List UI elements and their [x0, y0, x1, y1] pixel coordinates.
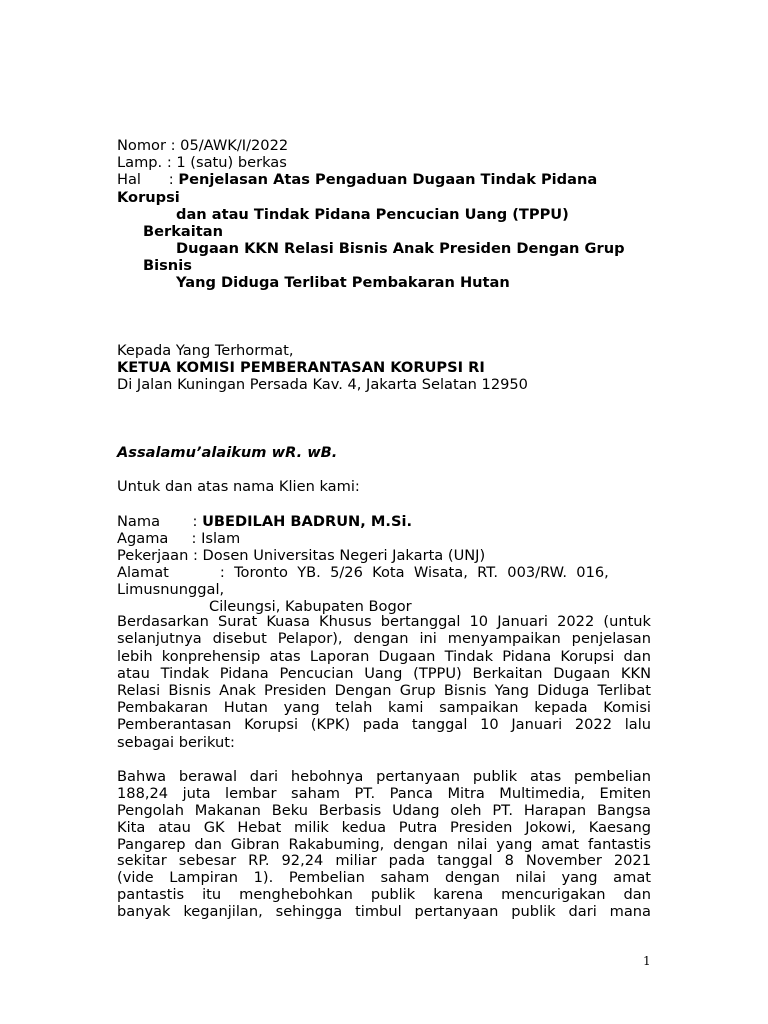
- hal-subject-line-6: Bisnis: [143, 257, 192, 274]
- lampiran-line: Lamp. : 1 (satu) berkas: [117, 154, 287, 171]
- hal-subject-line-3: dan atau Tindak Pidana Pencucian Uang (TPPU): [176, 206, 569, 223]
- recipient-name: KETUA KOMISI PEMBERANTASAN KORUPSI RI: [117, 359, 485, 376]
- nomor-line: Nomor : 05/AWK/I/2022: [117, 137, 289, 154]
- paragraph-2-line-2: 188,24 juta lembar saham PT. Panca Mitra Multimedia, Emiten: [117, 785, 651, 802]
- recipient-salutation: Kepada Yang Terhormat,: [117, 342, 294, 359]
- paragraph-2-line-1: Bahwa berawal dari hebohnya pertanyaan publik atas pembelian: [117, 768, 651, 785]
- client-alamat-line-3: Cileungsi, Kabupaten Bogor: [209, 598, 412, 615]
- greeting: Assalamu’alaikum wR. wB.: [117, 444, 338, 461]
- hal-subject-line-1: Penjelasan Atas Pengaduan Dugaan Tindak Pidana: [178, 171, 598, 188]
- hal-subject-line-5: Dugaan KKN Relasi Bisnis Anak Presiden Dengan Grup: [176, 240, 625, 257]
- hal-label: Hal :: [117, 171, 179, 188]
- client-pekerjaan: Pekerjaan : Dosen Universitas Negeri Jakarta (UNJ): [117, 547, 486, 564]
- paragraph-1-line-1: Berdasarkan Surat Kuasa Khusus bertanggal 10 Januari 2022 (untuk: [117, 613, 651, 630]
- paragraph-2-line-3: Pengolah Makanan Beku Berbasis Udang oleh PT. Harapan Bangsa: [117, 802, 651, 819]
- hal-subject-line-7: Yang Diduga Terlibat Pembakaran Hutan: [176, 274, 510, 291]
- paragraph-1-line-5: Relasi Bisnis Anak Presiden Dengan Grup Bisnis Yang Diduga Terlibat: [117, 682, 651, 699]
- hal-line: [117, 171, 597, 189]
- paragraph-2-line-8: pantastis itu menghebohkan publik karena mencurigakan dan: [117, 886, 651, 903]
- client-name-line: [117, 513, 412, 531]
- paragraph-1-line-7: Pemberantasan Korupsi (KPK) pada tanggal 10 Januari 2022 lalu: [117, 716, 651, 733]
- paragraph-2-line-6: sekitar sebesar RP. 92,24 miliar pada tanggal 8 November 2021: [117, 852, 651, 869]
- paragraph-1-line-6: Pembakaran Hutan yang telah kami sampaikan kepada Komisi: [117, 699, 651, 716]
- client-name-value: UBEDILAH BADRUN, M.Si.: [202, 513, 413, 530]
- client-agama: Agama : Islam: [117, 530, 241, 547]
- hal-subject-line-2: Korupsi: [117, 189, 180, 206]
- hal-subject-line-4: Berkaitan: [143, 223, 223, 240]
- recipient-address: Di Jalan Kuningan Persada Kav. 4, Jakarta Selatan 12950: [117, 376, 528, 393]
- client-alamat-line-2: Limusnunggal,: [117, 581, 225, 598]
- page-number: 1: [643, 954, 651, 968]
- intro-text: Untuk dan atas nama Klien kami:: [117, 478, 360, 495]
- paragraph-1-line-3: lebih konprehensip atas Laporan Dugaan Tindak Pidana Korupsi dan: [117, 648, 651, 665]
- paragraph-2-line-4: Kita atau GK Hebat milik kedua Putra Presiden Jokowi, Kaesang: [117, 819, 651, 836]
- client-name-label: Nama :: [117, 513, 203, 530]
- paragraph-2-line-5: Pangarep dan Gibran Rakabuming, dengan nilai yang amat fantastis: [117, 836, 651, 853]
- paragraph-1-line-2: selanjutnya disebut Pelapor), dengan ini menyampaikan penjelasan: [117, 630, 651, 647]
- paragraph-2-line-7: (vide Lampiran 1). Pembelian saham dengan nilai yang amat: [117, 869, 651, 886]
- paragraph-1-line-8: sebagai berikut:: [117, 734, 235, 751]
- client-alamat-line-1: Alamat : Toronto YB. 5/26 Kota Wisata, RT. 003/RW. 016,: [117, 564, 609, 581]
- paragraph-1-line-4: atau Tindak Pidana Pencucian Uang (TPPU) Berkaitan Dugaan KKN: [117, 665, 651, 682]
- paragraph-2-line-9: banyak keganjilan, sehingga timbul pertanyaan publik dari mana: [117, 903, 651, 920]
